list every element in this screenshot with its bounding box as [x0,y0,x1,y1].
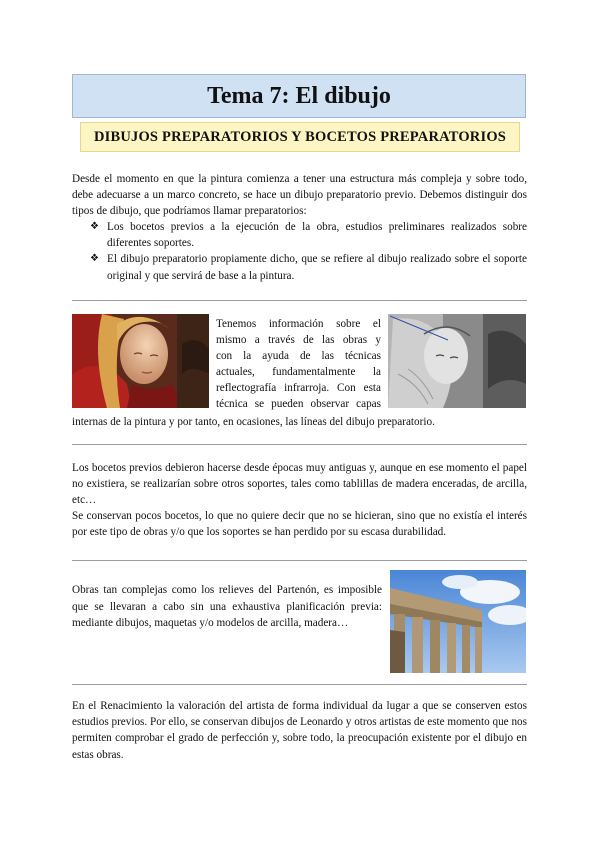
parthenon-image [390,570,526,673]
bullet-text: El dibujo preparatorio propiamente dicho, que se refiere al dibujo realizado sobre el soporte original y que servirá de base a la pintura. [107,253,527,282]
divider [72,560,527,561]
divider [72,444,527,445]
bullet-text: Los bocetos previos a la ejecución de la obra, estudios preliminares realizados sobre diferentes soportes. [107,221,527,250]
reflectography-text: Tenemos información sobre el mismo a través de las obras y con la ayuda de las técnicas actuales, fundamentalmente la reflectografía infrarroja. Con esta técnica se pueden observar capas [216,318,381,410]
divider [72,300,527,301]
reflectography-tail: internas de la pintura y por tanto, en ocasiones, las líneas del dibujo preparatorio. [72,416,435,428]
list-item [90,219,527,251]
sketches-paragraph-2: Se conservan pocos bocetos, lo que no quiere decir que no se hicieran, sino que no existía el interés por este tipo de obras y/o que los soportes se han perdido por su escasa durabilidad. [72,510,527,539]
divider [72,684,527,685]
sketches-paragraph-1: Los bocetos previos debieron hacerse desde épocas muy antiguas y, aunque en ese momento el papel no existiera, se realizarían sobre otros soportes, tales como tablillas de madera enceradas, de arcilla, etc… [72,462,527,507]
reflectography-image [388,314,526,408]
diamond-bullet-icon: ❖ [90,221,99,232]
section-subtitle: DIBUJOS PREPARATORIOS Y BOCETOS PREPARATORIOS [80,122,520,152]
parthenon-paragraph: Obras tan complejas como los relieves del Partenón, es imposible que se llevaran a cabo sin una exhaustiva planificación previa: mediante dibujos, maquetas y/o modelos de arcilla, madera… [72,584,382,630]
renaissance-paragraph: En el Renacimiento la valoración del artista de forma individual da lugar a que se conserven estos estudios previos. Por ello, se conservan dibujos de Leonardo y otros artistas de este momento que nos permiten comprobar el grado de perfección y, sobre todo, la preocupación existente por el dibujo en estas obras. [72,700,527,761]
bullet-list [90,219,527,284]
intro-paragraph: Desde el momento en que la pintura comienza a tener una estructura más compleja y sobre todo, debe adecuarse a un marco concreto, se hace un dibujo preparatorio previo. Debemos distinguir dos tipos de dibujo, que podríamos llamar preparatorios: [72,173,527,218]
list-item [90,251,527,283]
page-title: Tema 7: El dibujo [72,74,526,118]
painting-image [72,314,209,408]
diamond-bullet-icon: ❖ [90,253,99,265]
